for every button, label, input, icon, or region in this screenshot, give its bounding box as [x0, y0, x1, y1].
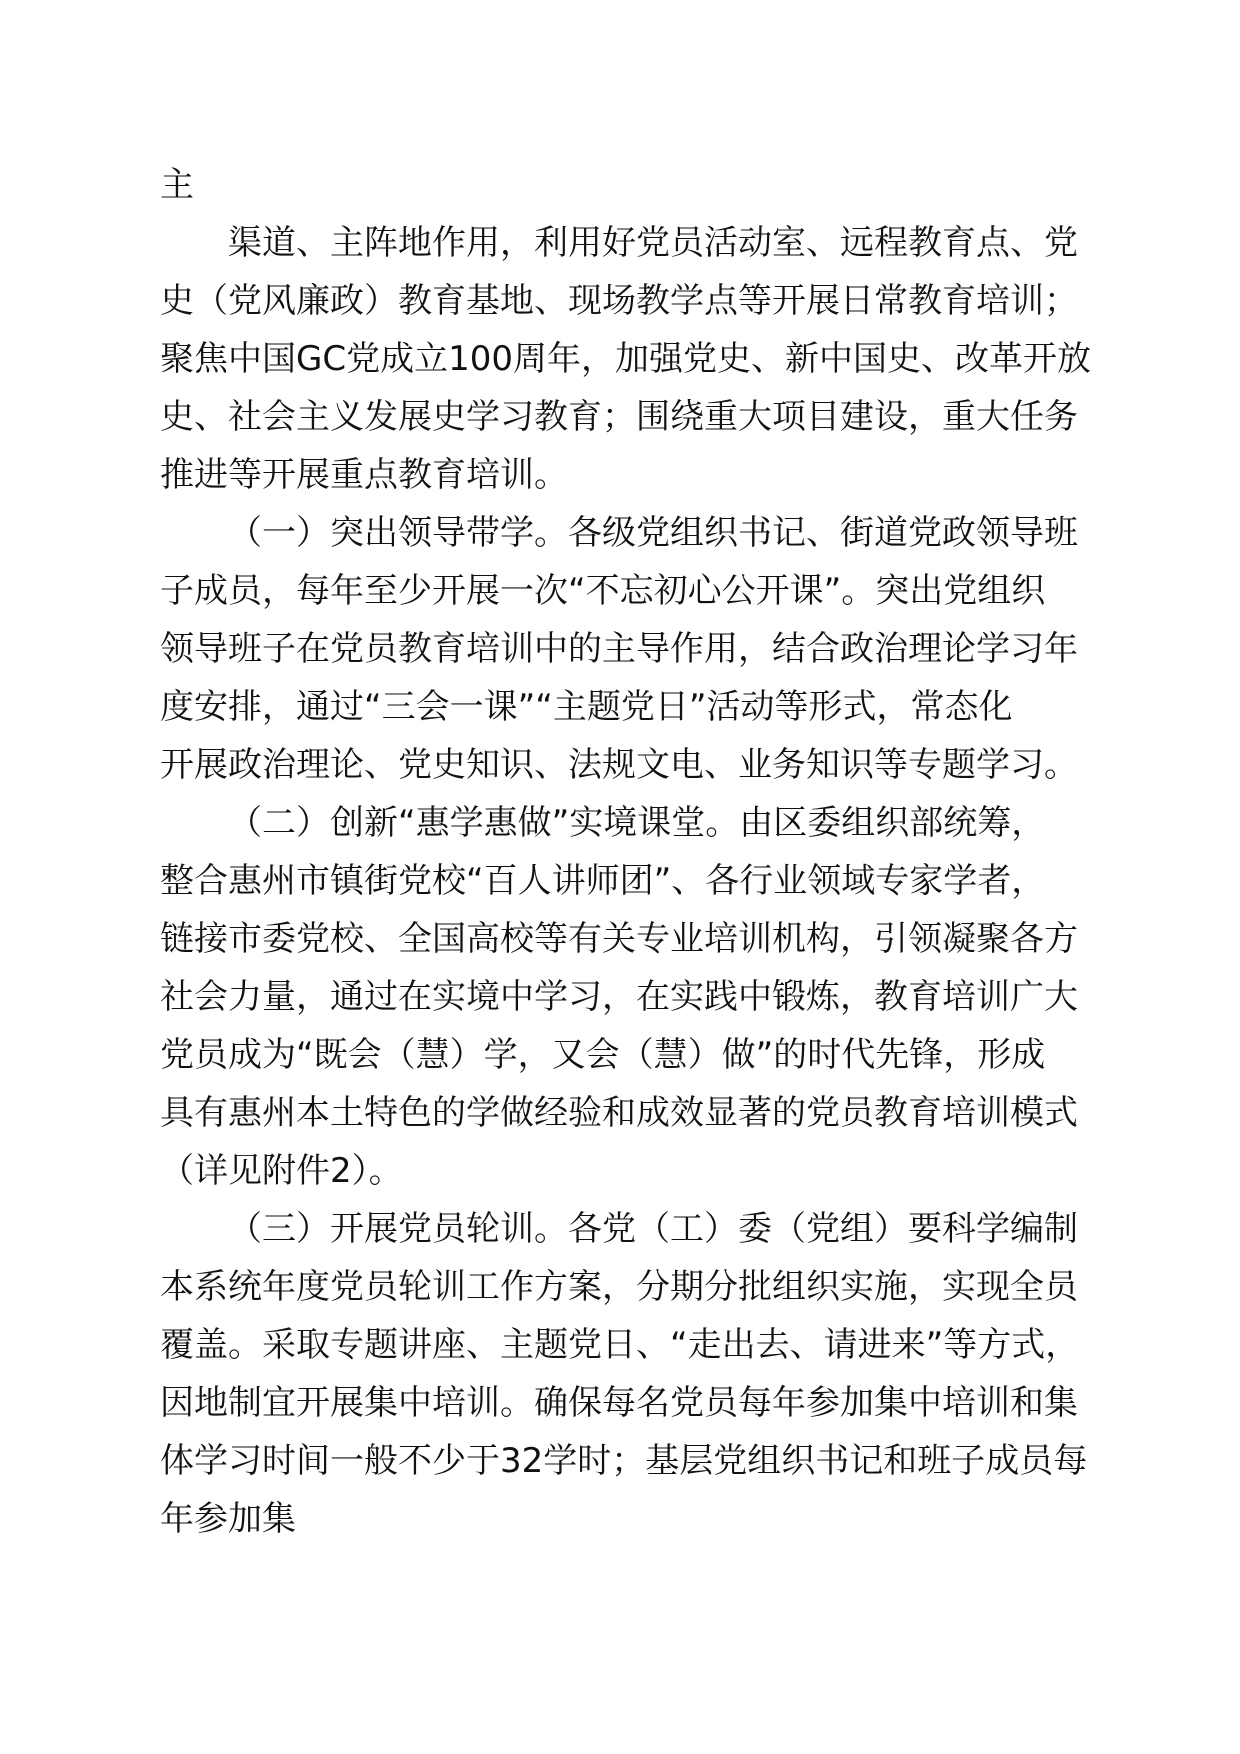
paragraph-first-line: （一）突出领导带学。各级党组织书记、街道党政领导班: [228, 513, 1078, 553]
paragraph-first-line: （二）创新“惠学惠做”实境课堂。由区委组织部统筹，: [228, 803, 1046, 843]
text-line: 整合惠州市镇街党校“百人讲师团”、各行业领域专家学者，: [160, 861, 1046, 901]
text-line: 领导班子在党员教育培训中的主导作用，结合政治理论学习年: [160, 629, 1078, 669]
text-line: 具有惠州本土特色的学做经验和成效显著的党员教育培训模式: [160, 1093, 1078, 1133]
text-line: 度安排，通过“三会一课”“主题党日”活动等形式，常态化: [160, 687, 1013, 727]
paragraph-first-line: （三）开展党员轮训。各党（工）委（党组）要科学编制: [228, 1209, 1078, 1249]
text-line: 社会力量，通过在实境中学习，在实践中锻炼，教育培训广大: [160, 977, 1078, 1017]
text-line: 覆盖。采取专题讲座、主题党日、“走出去、请进来”等方式，: [160, 1325, 1080, 1365]
text-line: 因地制宜开展集中培训。确保每名党员每年参加集中培训和集: [160, 1383, 1078, 1423]
text-line: 本系统年度党员轮训工作方案，分期分批组织实施，实现全员: [160, 1267, 1078, 1307]
text-line: 史（党风廉政）教育基地、现场教学点等开展日常教育培训；: [160, 281, 1078, 321]
text-line: 链接市委党校、全国高校等有关专业培训机构，引领凝聚各方: [160, 919, 1078, 959]
text-line: 开展政治理论、党史知识、法规文电、业务知识等专题学习。: [160, 745, 1078, 785]
text-line: 体学习时间一般不少于32学时；基层党组织书记和班子成员每: [160, 1441, 1088, 1481]
text-line: 党员成为“既会（慧）学，又会（慧）做”的时代先锋，形成: [160, 1035, 1046, 1075]
text-line: 推进等开展重点教育培训。: [160, 455, 568, 495]
text-line: 聚焦中国GC党成立100周年，加强党史、新中国史、改革开放: [160, 339, 1091, 379]
text-line: 子成员，每年至少开展一次“不忘初心公开课”。突出党组织: [160, 571, 1046, 611]
text-line: 史、社会主义发展史学习教育；围绕重大项目建设，重大任务: [160, 397, 1078, 437]
text-line: 年参加集: [160, 1499, 296, 1539]
text-line: 主: [160, 165, 194, 205]
text-line: （详见附件2）。: [160, 1151, 403, 1191]
document-body: [160, 156, 1100, 1548]
paragraph-first-line: 渠道、主阵地作用，利用好党员活动室、远程教育点、党: [228, 223, 1078, 263]
